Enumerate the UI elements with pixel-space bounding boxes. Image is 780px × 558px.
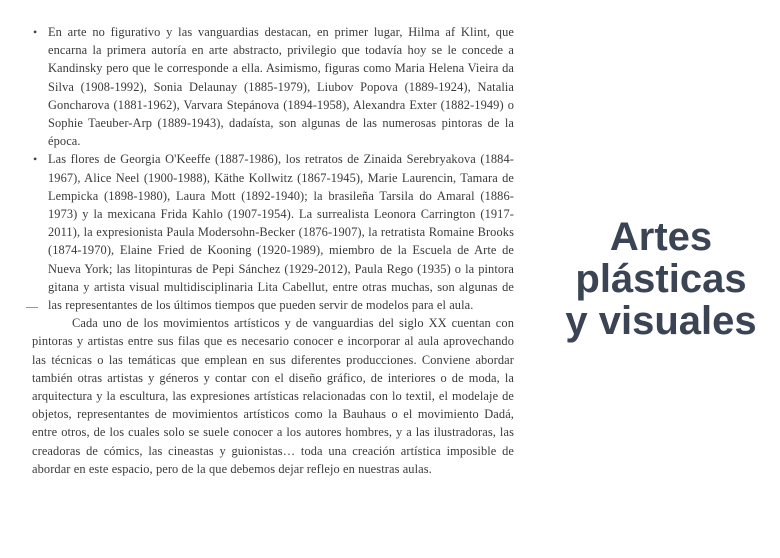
bullet-text: En arte no figurativo y las vanguardias destacan, en primer lugar, Hilma af Klint, que encarna la primera autoría en arte abstracto, privilegio que todavía hoy se le concede a Kandinsky pero que le corresponde a ella. Asimismo, figuras como Maria Helena Vieira da Silva (1908-1992), Sonia Delaunay (1885-1979), Liubov Popova (1889-1924), Natalia Goncharova (1881-1962), Varvara Stepánova (1894-1958), Alexandra Exter (1882-1949) o Sophie Taeuber-Arp (1889-1943), dadaísta, son algunas de las numerosas pintoras de la época. bbox=[48, 25, 514, 149]
margin-mark bbox=[26, 307, 38, 308]
body-text bbox=[30, 23, 514, 478]
bullet-mark: • bbox=[33, 25, 38, 39]
title-line: plásticas bbox=[575, 257, 747, 301]
bullet-item bbox=[30, 23, 514, 150]
bullet-mark: • bbox=[33, 152, 38, 167]
bullet-item bbox=[30, 150, 514, 314]
title-line: y visuales bbox=[565, 299, 757, 343]
title-line: Artes bbox=[609, 215, 713, 259]
section-title bbox=[548, 216, 774, 342]
bullet-text: Las flores de Georgia O'Keeffe (1887-1986), los retratos de Zinaida Serebryakova (1884-1967), Alice Neel (1900-1988), Käthe Kollwitz (1867-1945), Marie Laurencin, Tamara de Lempicka (1898-1980), Laura Mott (1892-1940); la brasileña Tarsila do Amaral (1886-1973) y la mexicana Frida Kahlo (1907-1954). La surrealista Leonora Carrington (1917-2011), la expresionista Paula Modersohn-Becker (1876-1907), la retratista Romaine Brooks (1874-1970), Elaine Fried de Kooning (1920-1989), miembro de la Escuela de Arte de Nueva York; las litopinturas de Pepi Sánchez (1929-2012), Paula Rego (1935) o la pintora gitana y artista visual multidisciplinaria Lita Cabellut, entre otras muchas, son algunas de las representantes de los últimos tiempos que pueden servir de modelos para el aula. bbox=[48, 152, 514, 313]
body-paragraph: Cada uno de los movimientos artísticos y de vanguardias del siglo XX cuentan con pintoras y artistas entre sus filas que es necesario conocer e incorporar al aula aprovechando las técnicas o las temáticas que emplean en sus diferentes producciones. Conviene abordar también otras artistas y géneros y contar con el diseño gráfico, de interiores o de moda, la arquitectura y la escultura, las expresiones artísticas relacionadas con lo textil, el modelaje de objetos, representantes de movimientos artísticos como la Bauhaus o el movimiento Dadá, entre otros, de los cuales solo se suele conocer a los autores hombres, y a las ilustradoras, las creadoras de cómics, las cineastas y guionistas… toda una creación artística imposible de abordar en este espacio, pero de la que debemos dejar reflejo en nuestras aulas. bbox=[32, 316, 514, 476]
